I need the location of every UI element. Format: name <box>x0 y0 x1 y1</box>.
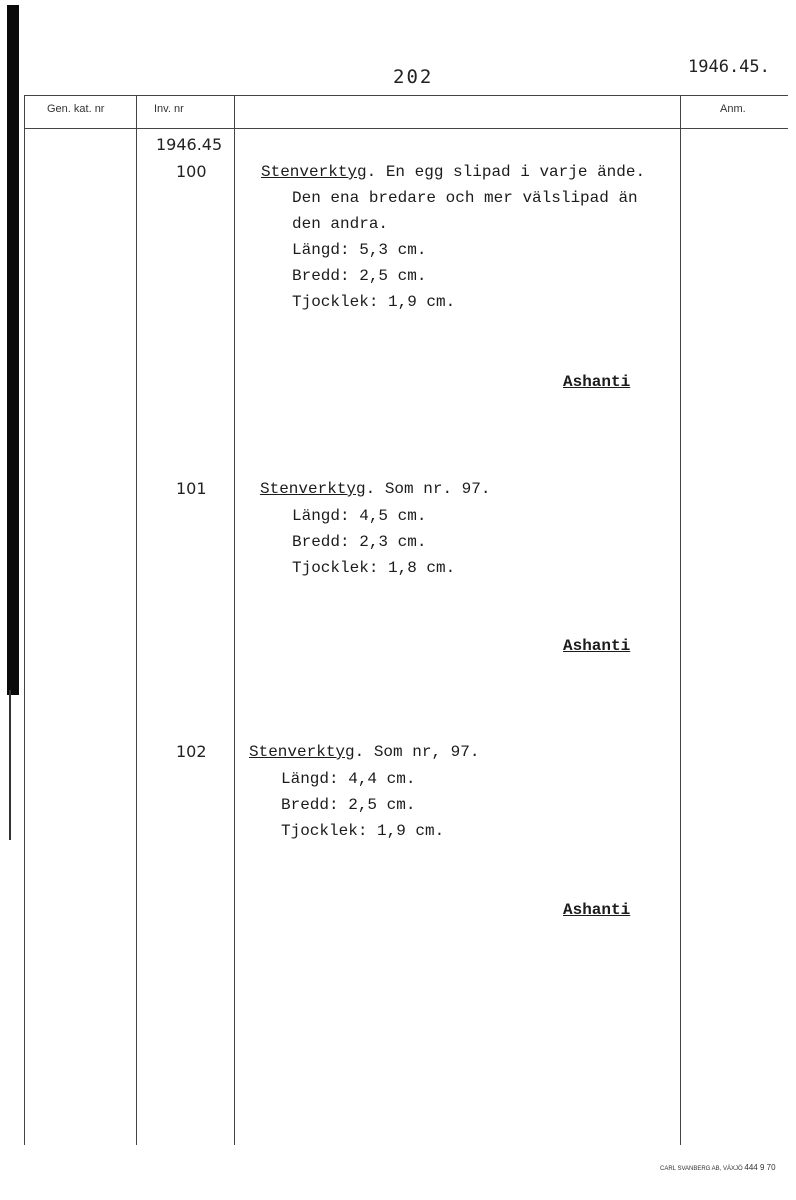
entry-line: Längd: 5,3 cm. <box>292 241 427 259</box>
header-top-rule <box>24 95 788 96</box>
page-year: 1946.45. <box>688 57 770 77</box>
entry-origin: Ashanti <box>563 637 631 655</box>
column-header-anm: Anm. <box>720 103 746 115</box>
entry-line: Tjocklek: 1,8 cm. <box>292 559 456 577</box>
entry-line: Längd: 4,5 cm. <box>292 507 427 525</box>
column-header-gen-kat: Gen. kat. nr <box>47 103 105 115</box>
printer-imprint <box>660 1163 776 1172</box>
entry-line: Tjocklek: 1,9 cm. <box>292 293 456 311</box>
left-margin-line <box>9 690 11 840</box>
column-header-inv: Inv. nr <box>154 103 184 115</box>
page-number: 202 <box>393 66 434 88</box>
inv-number: 100 <box>176 162 207 181</box>
inv-number: 101 <box>176 479 207 498</box>
entry-description: . En egg slipad i varje ände. <box>366 163 646 181</box>
entry-line: Tjocklek: 1,9 cm. <box>281 822 445 840</box>
column-divider-left <box>24 95 25 1145</box>
header-bottom-rule <box>24 128 788 129</box>
entry-line: Bredd: 2,5 cm. <box>292 267 427 285</box>
column-divider-anm <box>680 95 681 1145</box>
entry-origin: Ashanti <box>563 901 631 919</box>
form-code: 444 9 70 <box>744 1163 776 1172</box>
column-divider-inv <box>234 95 235 1145</box>
left-margin-bar <box>7 5 19 695</box>
entry-title: Stenverktyg <box>261 163 367 181</box>
entry-description: . Som nr. 97. <box>365 480 491 498</box>
entry-line: Den ena bredare och mer välslipad än <box>292 189 638 207</box>
entry-heading <box>261 163 645 181</box>
entry-origin: Ashanti <box>563 373 631 391</box>
entry-title: Stenverktyg <box>249 743 355 761</box>
entry-description: . Som nr, 97. <box>354 743 480 761</box>
entry-line: den andra. <box>292 215 389 233</box>
entry-title: Stenverktyg <box>260 480 366 498</box>
entry-heading <box>260 480 490 498</box>
entry-line: Längd: 4,4 cm. <box>281 770 416 788</box>
catalog-year: 1946.45 <box>156 135 223 154</box>
entry-line: Bredd: 2,5 cm. <box>281 796 416 814</box>
printer-name: CARL SVANBERG AB, VÄXJÖ <box>660 1166 743 1172</box>
entry-line: Bredd: 2,3 cm. <box>292 533 427 551</box>
column-divider-gen <box>136 95 137 1145</box>
entry-heading <box>249 743 479 761</box>
inv-number: 102 <box>176 742 207 761</box>
